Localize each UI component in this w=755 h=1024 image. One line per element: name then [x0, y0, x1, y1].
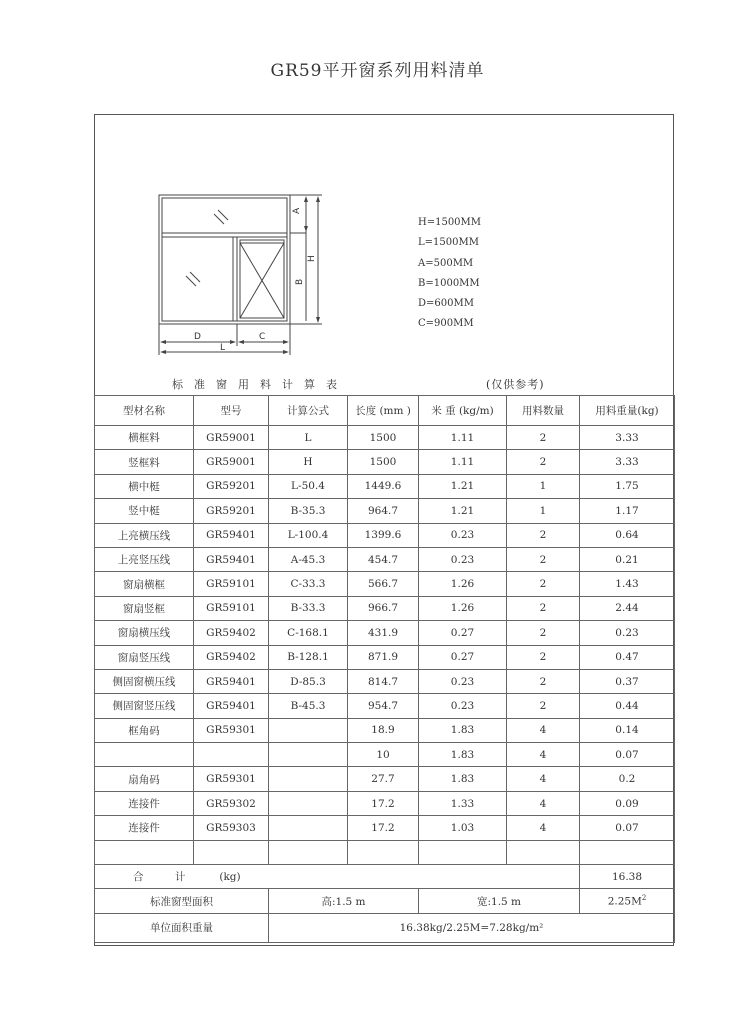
table-cell: 4	[507, 767, 580, 791]
table-cell: 0.23	[419, 547, 507, 571]
table-row	[95, 523, 675, 547]
table-cell: GR59401	[194, 523, 269, 547]
table-cell: 814.7	[348, 669, 419, 693]
header-row	[95, 396, 675, 426]
table-cell: 1.17	[580, 499, 675, 523]
table-row	[95, 645, 675, 669]
table-cell: C-33.3	[269, 572, 348, 596]
table-cell: 18.9	[348, 718, 419, 742]
dimension-item: D=600MM	[418, 298, 474, 310]
table-cell: 框角码	[95, 718, 194, 742]
header-cell: 米 重 (kg/m)	[419, 396, 507, 426]
table-cell: 横中梃	[95, 474, 194, 498]
label-h: H	[307, 255, 317, 262]
table-cell	[507, 840, 580, 864]
table-cell: 1.83	[419, 767, 507, 791]
table-cell: 窗扇竖框	[95, 596, 194, 620]
table-row	[95, 791, 675, 815]
table-cell: D-85.3	[269, 669, 348, 693]
total-label-cell	[95, 865, 580, 889]
total-row	[95, 865, 675, 889]
table-cell: 17.2	[348, 791, 419, 815]
table-cell: 566.7	[348, 572, 419, 596]
table-cell: 连接件	[95, 816, 194, 840]
label-d: D	[194, 332, 201, 342]
page-title: GR59平开窗系列用料清单	[270, 61, 485, 81]
table-cell: 0.64	[580, 523, 675, 547]
table-cell: 3.33	[580, 426, 675, 450]
table-cell: 10	[348, 743, 419, 767]
table-cell: 2	[507, 621, 580, 645]
table-cell: 竖中梃	[95, 499, 194, 523]
table-cell: 4	[507, 743, 580, 767]
table-cell: 0.14	[580, 718, 675, 742]
table-cell	[269, 718, 348, 742]
table-row	[95, 547, 675, 571]
unit-weight-value: 16.38kg/2.25M=7.28kg/m²	[269, 913, 675, 942]
table-cell: 侧固窗横压线	[95, 669, 194, 693]
table-cell: 窗扇横框	[95, 572, 194, 596]
table-cell	[269, 840, 348, 864]
material-table	[94, 395, 675, 943]
table-row	[95, 767, 675, 791]
table-cell: 0.47	[580, 645, 675, 669]
table-cell: B-128.1	[269, 645, 348, 669]
table-cell: 964.7	[348, 499, 419, 523]
table-cell: 2	[507, 645, 580, 669]
table-cell: B-35.3	[269, 499, 348, 523]
table-cell: 侧固窗竖压线	[95, 694, 194, 718]
table-cell: GR59401	[194, 547, 269, 571]
table-cell: 1.33	[419, 791, 507, 815]
table-cell: GR59302	[194, 791, 269, 815]
table-cell: 0.23	[419, 523, 507, 547]
table-cell: 454.7	[348, 547, 419, 571]
table-cell	[269, 816, 348, 840]
header-cell: 型号	[194, 396, 269, 426]
reference-note: (仅供参考)	[486, 378, 545, 391]
table-cell: GR59301	[194, 767, 269, 791]
table-cell: GR59001	[194, 426, 269, 450]
area-value: 2.25M	[607, 895, 642, 908]
table-cell: GR59001	[194, 450, 269, 474]
table-cell: 1399.6	[348, 523, 419, 547]
label-l: L	[220, 343, 226, 353]
table-cell: 0.27	[419, 621, 507, 645]
area-height: 高:1.5 m	[269, 889, 419, 913]
table-cell	[580, 840, 675, 864]
table-cell: 1.83	[419, 743, 507, 767]
table-row	[95, 718, 675, 742]
area-row	[95, 889, 675, 913]
table-cell	[269, 767, 348, 791]
table-cell: 窗扇横压线	[95, 621, 194, 645]
window-outer-frame	[159, 195, 290, 324]
dimension-list	[418, 213, 481, 335]
table-cell: 2.44	[580, 596, 675, 620]
table-cell	[194, 743, 269, 767]
table-cell: 1	[507, 474, 580, 498]
table-cell: 1.21	[419, 474, 507, 498]
dimension-item: H=1500MM	[418, 217, 482, 228]
table-cell: 1.03	[419, 816, 507, 840]
table-cell: 0.07	[580, 743, 675, 767]
table-cell: H	[269, 450, 348, 474]
table-cell: 2	[507, 523, 580, 547]
table-cell: 2	[507, 669, 580, 693]
table-row	[95, 572, 675, 596]
table-cell: 上亮竖压线	[95, 547, 194, 571]
table-cell: 0.09	[580, 791, 675, 815]
table-cell: A-45.3	[269, 547, 348, 571]
table-cell	[348, 840, 419, 864]
header-cell: 计算公式	[269, 396, 348, 426]
table-row	[95, 816, 675, 840]
table-cell: GR59201	[194, 499, 269, 523]
label-b: B	[295, 278, 305, 285]
table-cell: GR59402	[194, 621, 269, 645]
table-cell: GR59401	[194, 694, 269, 718]
table-cell: L	[269, 426, 348, 450]
table-cell: 1	[507, 499, 580, 523]
table-cell: 连接件	[95, 791, 194, 815]
table-cell: 0.21	[580, 547, 675, 571]
table-cell: 27.7	[348, 767, 419, 791]
table-caption: 标准窗用料计算表	[172, 378, 348, 391]
table-row	[95, 840, 675, 864]
area-value-superscript: 2	[641, 894, 647, 903]
table-cell: 2	[507, 694, 580, 718]
table-cell: 1449.6	[348, 474, 419, 498]
table-row	[95, 596, 675, 620]
table-cell	[95, 840, 194, 864]
table-row	[95, 621, 675, 645]
table-cell: 竖框料	[95, 450, 194, 474]
table-cell: B-45.3	[269, 694, 348, 718]
dimension-item: L=1500MM	[418, 237, 479, 249]
table-cell	[419, 840, 507, 864]
table-cell: 1500	[348, 426, 419, 450]
unit-weight-row	[95, 913, 675, 942]
header-cell: 用料数量	[507, 396, 580, 426]
table-cell: 1500	[348, 450, 419, 474]
table-cell: 3.33	[580, 450, 675, 474]
table-cell: 2	[507, 547, 580, 571]
table-cell: 1.75	[580, 474, 675, 498]
table-cell: GR59201	[194, 474, 269, 498]
table-cell: 0.44	[580, 694, 675, 718]
table-cell: 1.26	[419, 596, 507, 620]
table-cell: 0.27	[419, 645, 507, 669]
table-cell: GR59301	[194, 718, 269, 742]
table-cell: L-50.4	[269, 474, 348, 498]
table-row	[95, 474, 675, 498]
table-cell	[194, 840, 269, 864]
table-cell: 0.23	[580, 621, 675, 645]
table-cell: 0.37	[580, 669, 675, 693]
total-label: 合 计	[133, 871, 200, 884]
table-cell: 4	[507, 718, 580, 742]
table-cell: 0.07	[580, 816, 675, 840]
dimension-item: C=900MM	[418, 318, 474, 330]
table-cell: 0.23	[419, 669, 507, 693]
unit-weight-label: 单位面积重量	[95, 913, 269, 942]
table-row	[95, 694, 675, 718]
area-label: 标准窗型面积	[95, 889, 269, 913]
table-cell: 1.21	[419, 499, 507, 523]
label-a: A	[292, 207, 302, 214]
table-cell: 1.43	[580, 572, 675, 596]
table-cell: GR59402	[194, 645, 269, 669]
table-cell: GR59303	[194, 816, 269, 840]
table-cell: 954.7	[348, 694, 419, 718]
table-cell	[269, 791, 348, 815]
table-cell: 窗扇竖压线	[95, 645, 194, 669]
table-cell: 上亮横压线	[95, 523, 194, 547]
table-cell: 1.11	[419, 450, 507, 474]
table-cell: 966.7	[348, 596, 419, 620]
dimension-item: A=500MM	[418, 257, 474, 269]
table-cell: GR59101	[194, 596, 269, 620]
table-cell: 4	[507, 816, 580, 840]
table-cell: 0.23	[419, 694, 507, 718]
window-diagram	[150, 188, 330, 358]
table-cell	[95, 743, 194, 767]
table-cell: 扇角码	[95, 767, 194, 791]
dimension-item: B=1000MM	[418, 277, 480, 289]
table-cell: B-33.3	[269, 596, 348, 620]
table-cell: 2	[507, 450, 580, 474]
table-cell: 17.2	[348, 816, 419, 840]
table-cell: GR59401	[194, 669, 269, 693]
table-cell: 2	[507, 596, 580, 620]
table-cell: C-168.1	[269, 621, 348, 645]
label-c: C	[259, 332, 266, 342]
header-cell: 用料重量(kg)	[580, 396, 675, 426]
table-cell: L-100.4	[269, 523, 348, 547]
total-unit: (kg)	[219, 871, 241, 884]
table-cell: 1.11	[419, 426, 507, 450]
table-cell: 431.9	[348, 621, 419, 645]
table-row	[95, 499, 675, 523]
table-cell: 4	[507, 791, 580, 815]
table-cell: 2	[507, 426, 580, 450]
table-cell: 横框料	[95, 426, 194, 450]
header-cell: 长度 (mm )	[348, 396, 419, 426]
table-cell: 0.2	[580, 767, 675, 791]
table-cell: GR59101	[194, 572, 269, 596]
table-row	[95, 669, 675, 693]
table-row	[95, 450, 675, 474]
header-cell: 型材名称	[95, 396, 194, 426]
table-cell	[269, 743, 348, 767]
area-width: 宽:1.5 m	[419, 889, 580, 913]
table-row	[95, 743, 675, 767]
area-value-cell	[580, 889, 675, 913]
total-value: 16.38	[580, 865, 675, 889]
table-cell: 1.26	[419, 572, 507, 596]
table-cell: 1.83	[419, 718, 507, 742]
table-cell: 871.9	[348, 645, 419, 669]
table-row	[95, 426, 675, 450]
table-cell: 2	[507, 572, 580, 596]
